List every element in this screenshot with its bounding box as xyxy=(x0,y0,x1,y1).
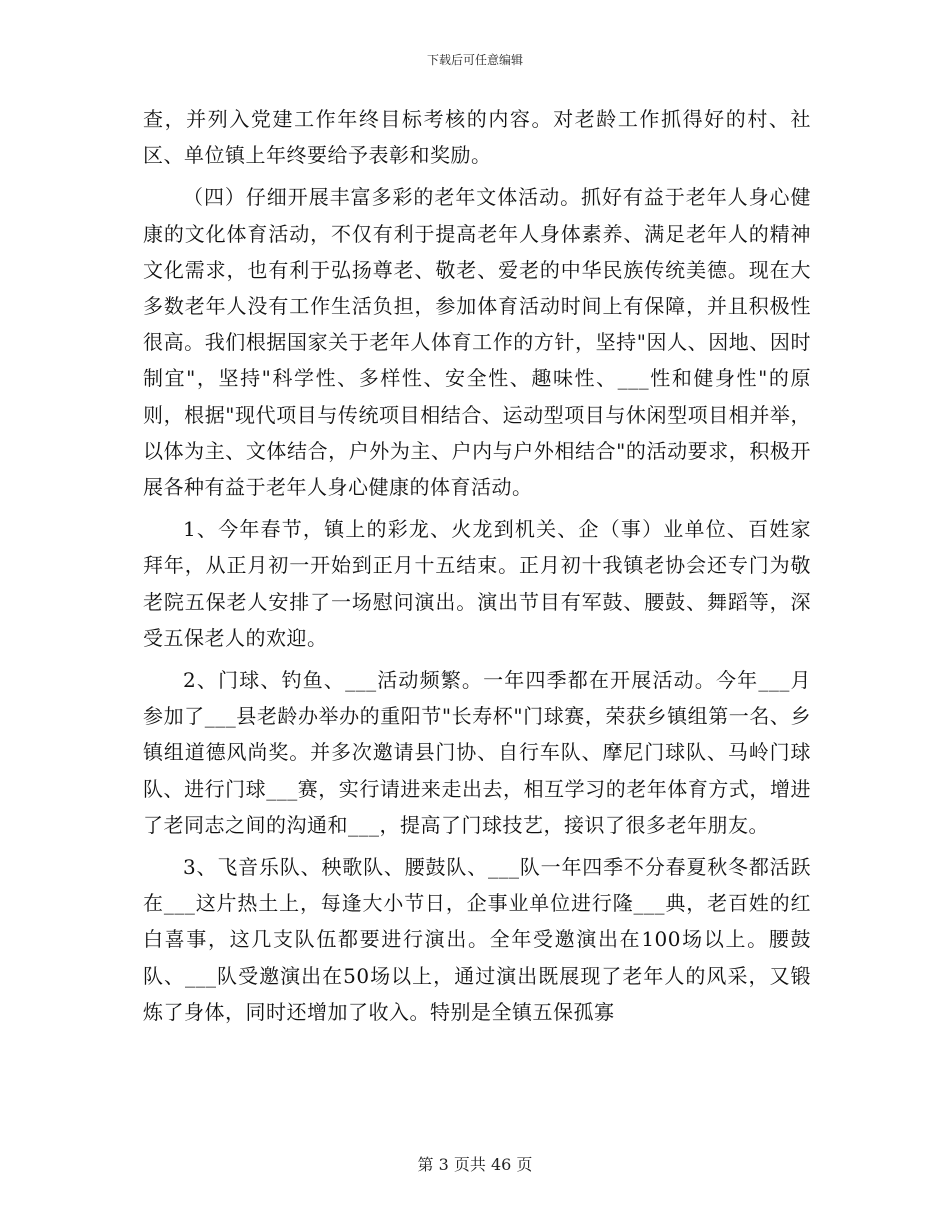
paragraph-continuation: 查，并列入党建工作年终目标考核的内容。对老龄工作抓得好的村、社区、单位镇上年终要给予表彰和奖励。 xyxy=(143,107,811,168)
paragraph-section-four: （四）仔细开展丰富多彩的老年文体活动。抓好有益于老年人身心健康的文化体育活动，不仅有利于提高老年人身体素养、满足老年人的精神文化需求，也有利于弘扬尊老、敬老、爱老的中华民族传统美德。现在大多数老年人没有工作生活负担，参加体育活动时间上有保障，并且积极性很高。我们根据国家关于老年人体育工作的方针，坚持"因人、因地、因时制宜"，坚持"科学性、多样性、安全性、趣味性、___性和健身性"的原则，根据"现代项目与传统项目相结合、运动型项目与休闲型项目相并举，以体为主、文体结合，户外为主、户内与户外相结合"的活动要求，积极开展各种有益于老年人身心健康的体育活动。 xyxy=(143,185,811,500)
paragraph-item-one: 1、今年春节，镇上的彩龙、火龙到机关、企（事）业单位、百姓家拜年，从正月初一开始到正月十五结束。正月初十我镇老协会还专门为敬老院五保老人安排了一场慰问演出。演出节目有军鼓、腰鼓、舞蹈等，深受五保老人的欢迎。 xyxy=(143,517,811,650)
page-header: 下载后可任意编辑 xyxy=(426,53,523,67)
document-body xyxy=(143,101,811,1036)
paragraph-item-three: 3、飞音乐队、秧歌队、腰鼓队、___队一年四季不分春夏秋冬都活跃在___这片热土上，每逢大小节日，企事业单位进行隆___典，老百姓的红白喜事，这几支队伍都要进行演出。全年受邀演出在100场以上。腰鼓队、___队受邀演出在50场以上，通过演出既展现了老年人的风采，又锻炼了身体，同时还增加了收入。特别是全镇五保孤寡 xyxy=(143,855,811,1024)
paragraph-item-two: 2、门球、钓鱼、___活动频繁。一年四季都在开展活动。今年___月参加了___县老龄办举办的重阳节"长寿杯"门球赛，荣获乡镇组第一名、乡镇组道德风尚奖。并多次邀请县门协、自行车队、摩尼门球队、马岭门球队、进行门球___赛，实行请进来走出去，相互学习的老年体育方式，增进了老同志之间的沟通和___，提高了门球技艺，接识了很多老年朋友。 xyxy=(143,668,811,837)
page-footer: 第 3 页共 46 页 xyxy=(417,1155,533,1174)
